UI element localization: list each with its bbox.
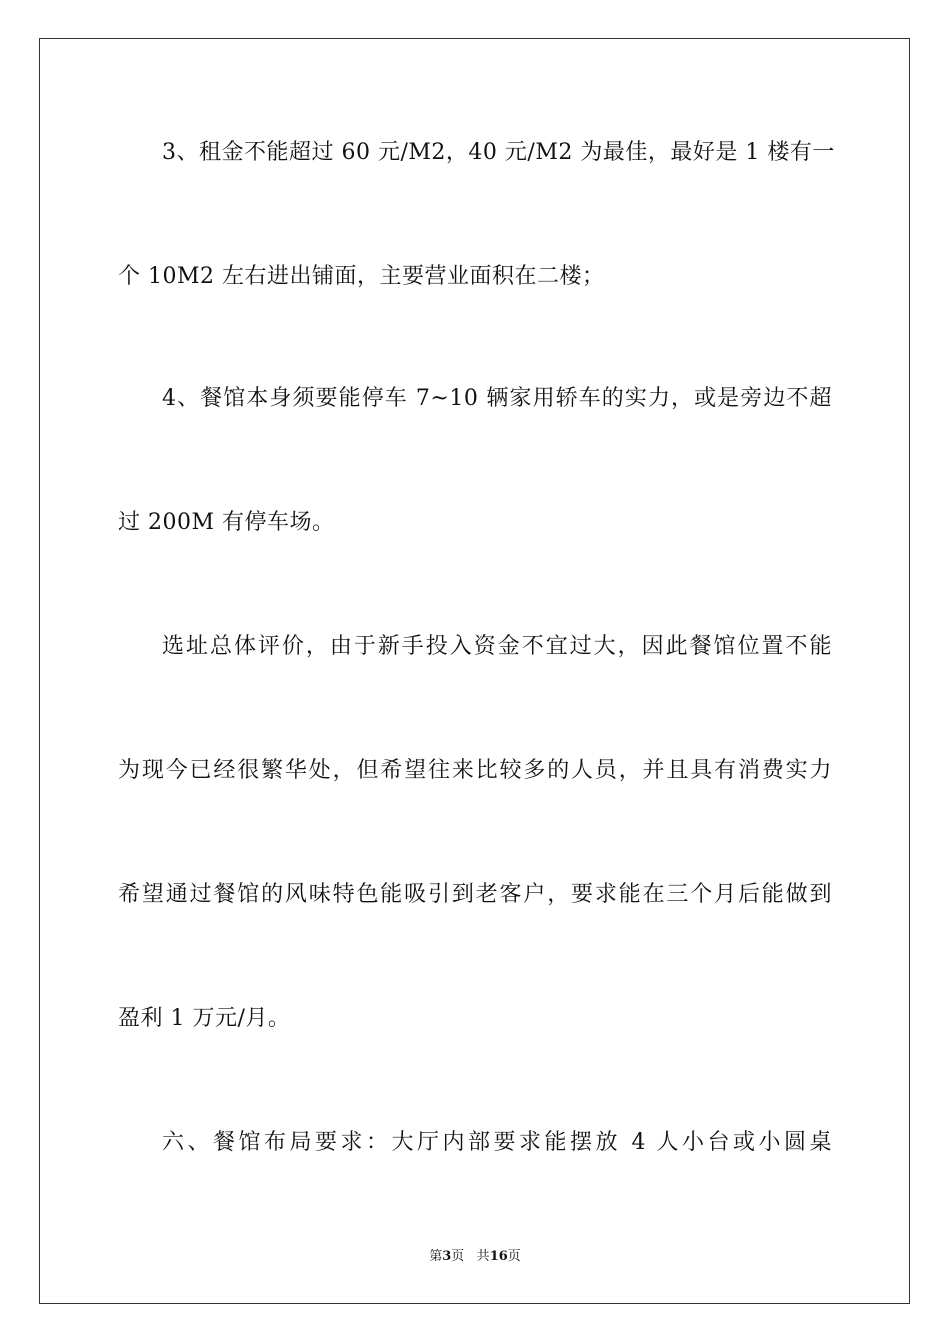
text-line-3: 4、餐馆本身须要能停车 7~10 辆家用轿车的实力，或是旁边不超 (162, 386, 832, 411)
text-line-1: 3、租金不能超过 60 元/M2，40 元/M2 为最佳，最好是 1 楼有一 (162, 140, 835, 165)
footer-total-suffix: 页 (507, 1249, 521, 1264)
footer-page-current: 3 (442, 1249, 452, 1264)
text-line-5: 选址总体评价，由于新手投入资金不宜过大，因此餐馆位置不能 (162, 634, 832, 659)
footer-page-suffix: 页 (451, 1249, 465, 1264)
footer-total-prefix: 共 (476, 1249, 490, 1264)
text-line-7: 希望通过餐馆的风味特色能吸引到老客户，要求能在三个月后能做到 (118, 882, 832, 907)
footer-page-total: 16 (489, 1249, 508, 1264)
text-line-9: 六、餐馆布局要求：大厅内部要求能摆放 4 人小台或小圆桌 (162, 1130, 832, 1155)
footer-page-prefix: 第 (429, 1249, 443, 1264)
text-line-4: 过 200M 有停车场。 (118, 510, 335, 535)
page-border (39, 38, 910, 1304)
text-line-2: 个 10M2 左右进出铺面，主要营业面积在二楼； (118, 264, 605, 289)
page-footer (0, 1248, 950, 1266)
text-line-8: 盈利 1 万元/月。 (118, 1006, 291, 1031)
text-line-6: 为现今已经很繁华处，但希望往来比较多的人员，并且具有消费实力 (118, 758, 832, 783)
